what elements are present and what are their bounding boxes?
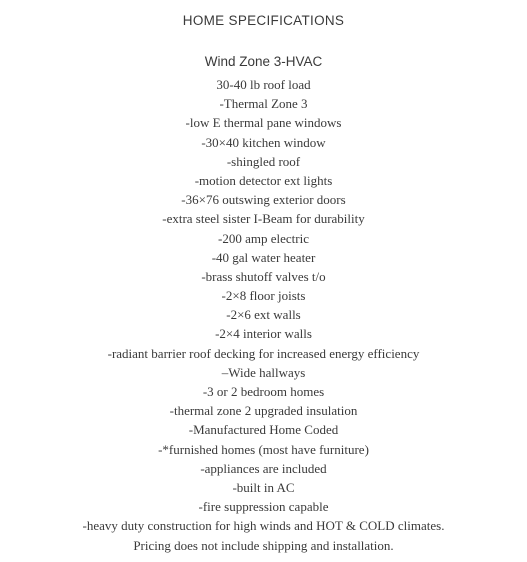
spec-item: 30-40 lb roof load xyxy=(216,77,311,92)
spec-item: –Wide hallways xyxy=(221,364,306,380)
spec-item: -200 amp electric xyxy=(218,230,309,246)
wind-zone-subtitle: Wind Zone 3-HVAC xyxy=(204,54,323,69)
spec-item: -3 or 2 bedroom homes xyxy=(202,384,325,399)
spec-item: -radiant barrier roof decking for increased energy efficiency xyxy=(107,345,420,361)
spec-item: -brass shutoff valves t/o xyxy=(201,268,326,284)
spec-item: -*furnished homes (most have furniture) xyxy=(158,441,369,457)
spec-item: -thermal zone 2 upgraded insulation xyxy=(169,403,358,419)
spec-item: -2×6 ext walls xyxy=(226,307,301,323)
spec-item: -extra steel sister I-Beam for durability xyxy=(162,211,365,227)
spec-item: -2×8 floor joists xyxy=(221,288,306,304)
page-title: HOME SPECIFICATIONS xyxy=(182,13,345,28)
spec-item: -shingled roof xyxy=(226,153,301,169)
spec-item: -appliances are included xyxy=(200,460,327,476)
spec-list xyxy=(0,75,527,555)
spec-item: -36×76 outswing exterior doors xyxy=(181,192,346,208)
spec-item: -2×4 interior walls xyxy=(215,326,312,342)
spec-item: -30×40 kitchen window xyxy=(201,134,326,150)
spec-item: -fire suppression capable xyxy=(198,499,329,515)
spec-item: -low E thermal pane windows xyxy=(185,115,342,131)
spec-item: -40 gal water heater xyxy=(211,249,316,265)
spec-item: -heavy duty construction for high winds and HOT & COLD climates. xyxy=(82,518,445,534)
pricing-note: Pricing does not include shipping and installation. xyxy=(133,537,394,553)
spec-item: -Manufactured Home Coded xyxy=(188,422,339,438)
spec-item: -motion detector ext lights xyxy=(194,172,333,188)
spec-item: -Thermal Zone 3 xyxy=(219,96,308,112)
spec-item: -built in AC xyxy=(232,479,295,495)
